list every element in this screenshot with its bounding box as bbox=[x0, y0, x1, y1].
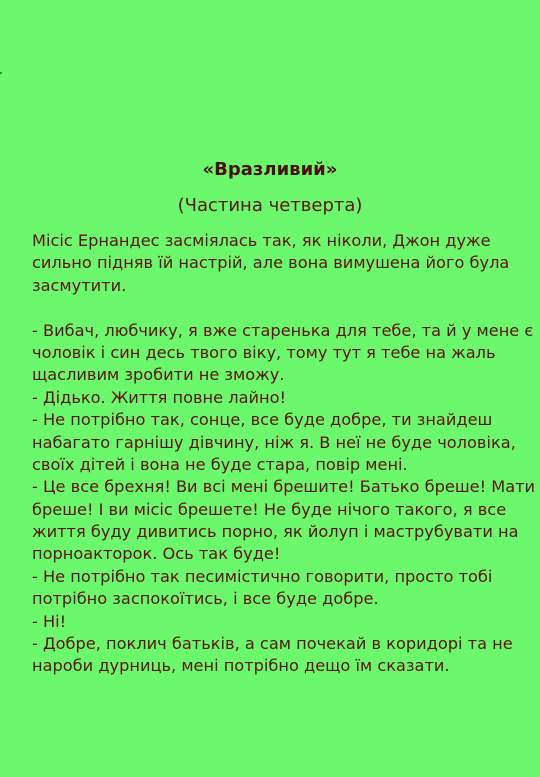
text-line: своїх дітей і вона не буде стара, повір мені. bbox=[32, 454, 408, 474]
edge-mark bbox=[0, 72, 2, 74]
text-line: Місіс Ернандес засміялась так, як ніколи, Джон дуже bbox=[32, 231, 491, 250]
text-line: - Не потрібно так песимістично говорити, просто тобі bbox=[32, 566, 493, 586]
story-title: «Вразливий» bbox=[202, 159, 338, 180]
text-line: щасливим зробити не зможу. bbox=[32, 365, 285, 385]
text-line: життя буду дивитись порно, як йолуп і маструбувати на bbox=[32, 522, 519, 542]
text-line: набагато гарнішу дівчину, ніж я. В неї не буде чоловіка, bbox=[32, 432, 516, 452]
text-line: потрібно заспокоїтись, і все буде добре. bbox=[32, 589, 379, 609]
text-line: - Вибач, любчику, я вже старенька для тебе, та й у мене є bbox=[32, 320, 534, 340]
paragraph-2 bbox=[32, 320, 536, 678]
text-line: нароби дурниць, мені потрібно дещо їм сказати. bbox=[32, 656, 450, 676]
paragraph-break bbox=[32, 297, 532, 319]
text-line: сильно підняв їй настрій, але вона вимушена його була bbox=[32, 253, 510, 273]
text-line: - Добре, поклич батьків, а сам почекай в коридорі та не bbox=[32, 634, 513, 654]
paragraph-1 bbox=[32, 230, 532, 297]
text-line: - Дідько. Життя повне лайно! bbox=[32, 387, 287, 407]
story-body bbox=[32, 230, 536, 678]
text-line: - Це все брехня! Ви всі мені брешите! Батько бреше! Мати bbox=[32, 477, 536, 497]
text-line: засмутити. bbox=[32, 275, 127, 295]
text-line: - Ні! bbox=[32, 611, 67, 631]
text-line: бреше! І ви місіс брешете! Не буде нічого такого, я все bbox=[32, 499, 507, 519]
text-line: - Не потрібно так, сонце, все буде добре, ти знайдеш bbox=[32, 410, 493, 430]
text-line: порноакторок. Ось так буде! bbox=[32, 544, 281, 564]
text-line: чоловік і син десь твого віку, тому тут я тебе на жаль bbox=[32, 342, 496, 362]
story-subtitle: (Частина четверта) bbox=[177, 195, 363, 216]
